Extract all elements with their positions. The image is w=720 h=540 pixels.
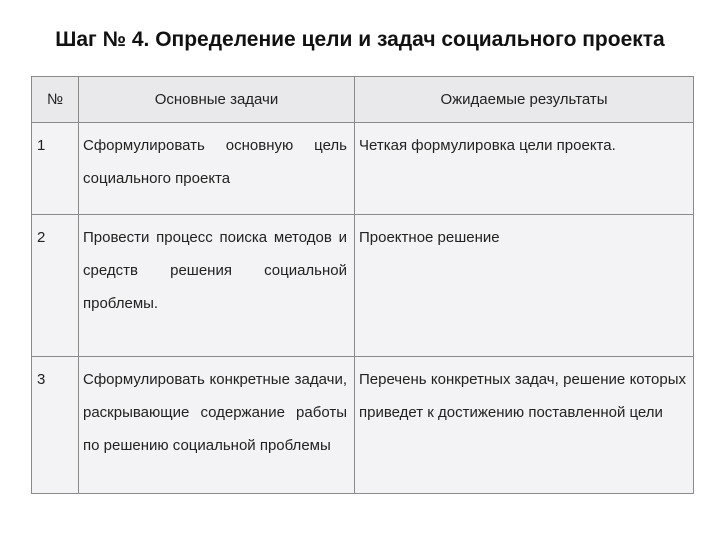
table-row <box>32 215 694 357</box>
row-result: Проектное решение <box>355 215 694 357</box>
header-results: Ожидаемые результаты <box>355 77 694 123</box>
row-number: 2 <box>32 215 79 357</box>
row-result: Четкая формулировка цели проекта. <box>355 123 694 215</box>
header-tasks: Основные задачи <box>79 77 355 123</box>
row-number: 3 <box>32 357 79 494</box>
row-task: Сформулировать конкретные задачи, раскрывающие содержание работы по решению социальной проблемы <box>79 357 355 494</box>
table-header-row <box>32 77 694 123</box>
tasks-table <box>31 76 694 494</box>
table-row <box>32 357 694 494</box>
row-number: 1 <box>32 123 79 215</box>
row-task: Сформулировать основную цель социального проекта <box>79 123 355 215</box>
row-task: Провести процесс поиска методов и средств решения социальной проблемы. <box>79 215 355 357</box>
table-row <box>32 123 694 215</box>
header-number: № <box>32 77 79 123</box>
slide-title: Шаг № 4. Определение цели и задач социального проекта <box>55 28 665 51</box>
row-result: Перечень конкретных задач, решение которых приведет к достижению поставленной цели <box>355 357 694 494</box>
